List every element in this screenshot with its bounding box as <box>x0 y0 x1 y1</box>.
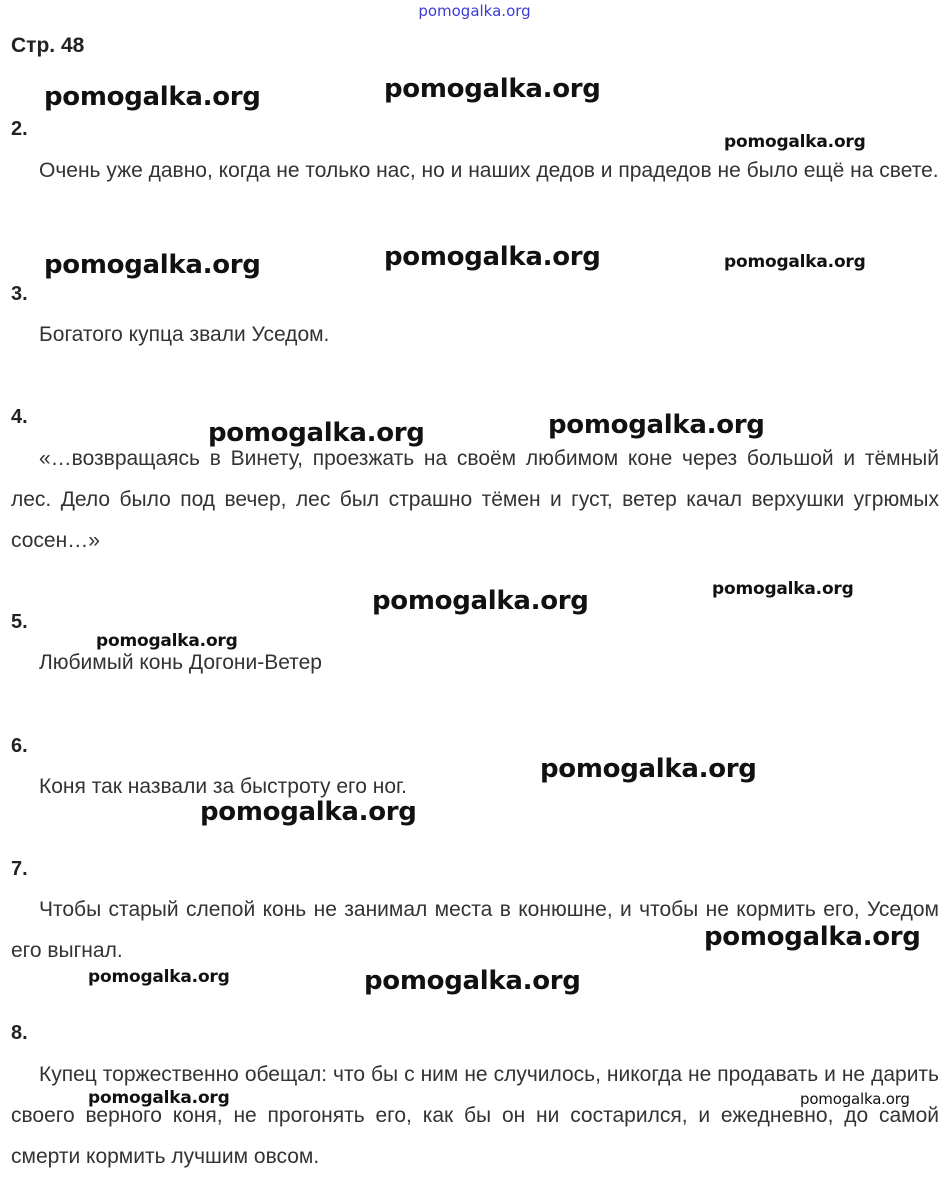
watermark: pomogalka.org <box>364 966 581 996</box>
question-number-4: 4. <box>11 406 28 428</box>
watermark: pomogalka.org <box>44 250 261 280</box>
question-number-8: 8. <box>11 1022 28 1044</box>
watermark: pomogalka.org <box>88 967 230 987</box>
watermark: pomogalka.org <box>200 797 417 827</box>
watermark: pomogalka.org <box>384 242 601 272</box>
answer-5: Любимый конь Догони-Ветер <box>39 651 322 674</box>
answer-3: Богатого купца звали Уседом. <box>39 323 330 346</box>
answer-8: Купец торжественно обещал: что бы с ним не случилось, никогда не продавать и не дарить своего верного коня, не прогонять его, как бы он ни состарился, и ежедневно, до самой смерти кормить лучшим овсом. <box>11 1063 939 1168</box>
watermark: pomogalka.org <box>800 1090 910 1108</box>
page-title: Стр. 48 <box>11 34 85 57</box>
watermark: pomogalka.org <box>548 410 765 440</box>
question-number-2: 2. <box>11 118 28 140</box>
answer-2: Очень уже давно, когда не только нас, но и наших дедов и прадедов не было ещё на свете. <box>39 159 939 182</box>
watermark: pomogalka.org <box>724 132 866 152</box>
answer-4: «…возвращаясь в Винету, проезжать на своём любимом коне через большой и тёмный лес. Дело было под вечер, лес был страшно тёмен и густ, ветер качал верхушки угрюмых сосен…» <box>11 447 939 552</box>
watermark: pomogalka.org <box>88 1088 230 1108</box>
question-number-6: 6. <box>11 735 28 757</box>
watermark: pomogalka.org <box>372 586 589 616</box>
answer-7: Чтобы старый слепой конь не занимал места в конюшне, и чтобы не кормить его, Уседом его выгнал. <box>11 898 939 962</box>
question-number-5: 5. <box>11 611 28 633</box>
top-watermark: pomogalka.org <box>418 2 531 20</box>
watermark: pomogalka.org <box>384 74 601 104</box>
watermark: pomogalka.org <box>44 82 261 112</box>
watermark: pomogalka.org <box>540 754 757 784</box>
question-number-7: 7. <box>11 858 28 880</box>
question-number-3: 3. <box>11 283 28 305</box>
watermark: pomogalka.org <box>704 922 921 952</box>
answer-6: Коня так назвали за быстроту его ног. <box>39 775 407 798</box>
watermark: pomogalka.org <box>96 631 238 651</box>
watermark: pomogalka.org <box>724 252 866 272</box>
watermark: pomogalka.org <box>712 579 854 599</box>
watermark: pomogalka.org <box>208 418 425 448</box>
